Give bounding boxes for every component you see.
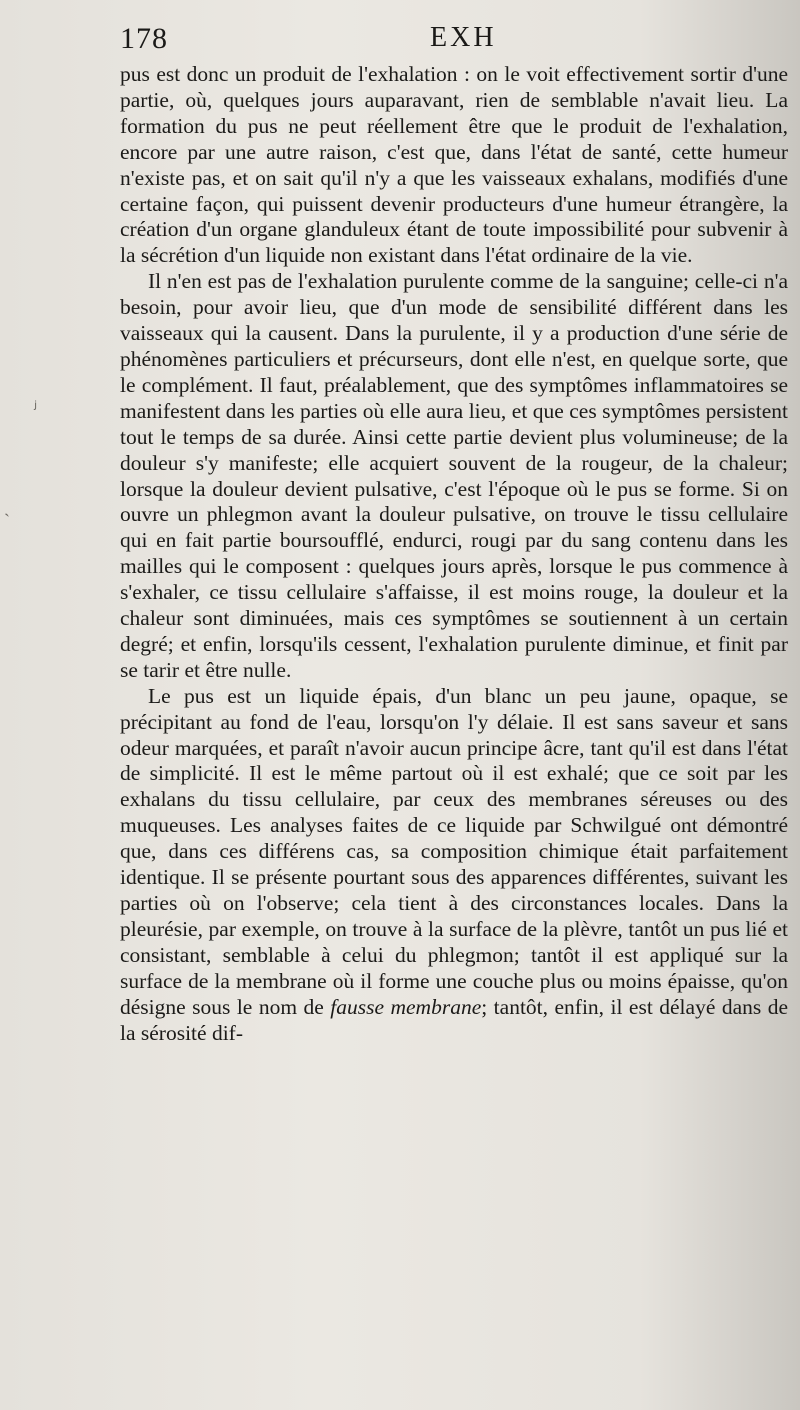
paragraph-3-text: Le pus est un liquide épais, d'un blanc un peu jaune, opaque, se précipitant au fond de l'eau, lorsqu'on l'y délaie. Il est sans saveur et sans odeur marquées, et paraît n'avoir aucun principe âcre, tant qu'il est dans l'état de simplicité. Il est le même partout où il est exhalé; que ce soit par les exhalans du tissu cellulaire, par ceux des membranes séreuses ou des muqueuses. Les analyses faites de ce liquide par Schwilgué ont démontré que, dans ces différens cas, sa composition chimique était parfaitement identique. Il se présente pourtant sous des apparences différentes, suivant les parties où on l'observe; cela tient à des circonstances locales. Dans la pleurésie, par exemple, on trouve à la surface de la plèvre, tantôt un pus lié et consistant, semblable à celui du phlegmon; tantôt il est appliqué sur la surface de la membrane où il forme une couche plus ou moins épaisse, qu'on désigne sous le nom de (120, 683, 788, 1019)
paragraph-1: pus est donc un produit de l'exhalation : on le voit effectivement sortir d'une partie, où, quelques jours auparavant, rien de semblable n'avait lieu. La formation du pus ne peut réellement être que le produit de l'exhalation, encore par une autre raison, c'est que, dans l'état de santé, cette humeur n'existe pas, et on sait qu'il n'y a que les vaisseaux exhalans, modifiés d'une certaine façon, qui puissent devenir producteurs d'une humeur étrangère, la création d'un organe glanduleux étant de toute impossibilité pour subvenir à la sécrétion d'un liquide non existant dans l'état ordinaire de la vie. (120, 62, 788, 268)
paragraph-3-end: ; tantôt, enfin, il est délayé dans de la sérosité dif- (120, 994, 788, 1045)
page-number: 178 (120, 22, 168, 55)
running-head (120, 22, 770, 62)
body-text (120, 62, 788, 1046)
paragraph-2: Il n'en est pas de l'exhalation purulente comme de la sanguine; celle-ci n'a besoin, pour avoir lieu, que d'un mode de sensibilité différent dans les vaisseaux qui la causent. Dans la purulente, il y a production d'une série de phénomènes particuliers et précurseurs, dont elle n'est, en quelque sorte, que le complément. Il faut, préalablement, que des symptômes inflammatoires se manifestent dans les parties où elle aura lieu, et que ces symptômes persistent tout le temps de sa durée. Ainsi cette partie devient plus volumineuse; de la douleur s'y manifeste; elle acquiert souvent de la rougeur, de la chaleur; lorsque la douleur devient pulsative, c'est l'époque où le pus se forme. Si on ouvre un phlegmon avant la douleur pulsative, on trouve le tissu cellulaire qui en fait partie boursoufflé, endurci, rougi par du sang contenu dans les mailles qui le composent : quelques jours après, lorsque le pus commence à s'exhaler, ce tissu cellulaire s'affaisse, il est moins rouge, la douleur et la chaleur sont diminuées, mais ces symptômes se soutiennent à un certain degré; et enfin, lorsqu'ils cessent, l'exhalation purulente diminue, et finit par se tarir et être nulle. (120, 269, 788, 682)
paragraph-3 (120, 684, 788, 1047)
margin-mark-icon: ⱼ (34, 392, 38, 412)
running-title: EXH (430, 22, 497, 53)
margin-tick-icon: ˴ (4, 502, 10, 522)
italic-term: fausse membrane (330, 994, 482, 1019)
